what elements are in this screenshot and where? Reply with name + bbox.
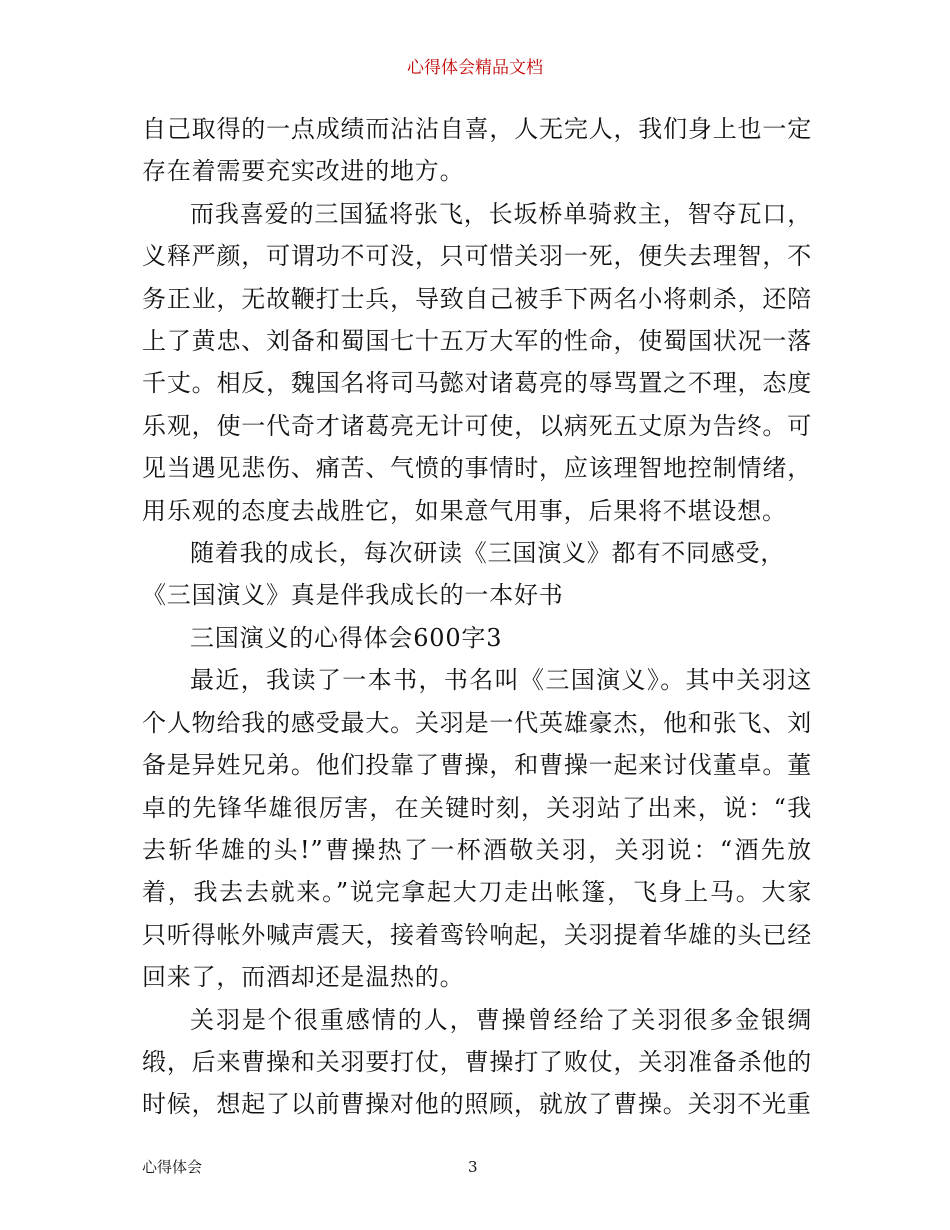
section-heading: 三国演义的心得体会600字3 xyxy=(190,623,503,652)
paragraph-good-book: 《三国演义》真是伴我成长的一本好书 xyxy=(142,581,564,610)
document-header-title: 心得体会精品文档 xyxy=(407,58,543,78)
document-body xyxy=(142,108,812,1126)
paragraph-zhang-fei: 而我喜爱的三国猛将张飞，长坂桥单骑救主，智夺瓦口，义释严颜，可谓功不可没，只可惜关羽一死，便失去理智，不务正业，无故鞭打士兵，导致自己被手下两名小将刺杀，还陪上了黄忠、刘备和蜀国七十五万大军的性命，使蜀国状况一落千丈。相反，魏国名将司马懿对诸葛亮的辱骂置之不理，态度乐观，使一代奇才诸葛亮无计可使，以病死五丈原为告终。可见当遇见悲伤、痛苦、气愤的事情时，应该理智地控制情绪，用乐观的态度去战胜它，如果意气用事，后果将不堪设想。 xyxy=(142,199,812,525)
paragraph-guan-yu-story: 最近，我读了一本书，书名叫《三国演义》。其中关羽这个人物给我的感受最大。关羽是一代英雄豪杰，他和张飞、刘备是异姓兄弟。他们投靠了曹操，和曹操一起来讨伐董卓。董卓的先锋华雄很厉害，在关键时刻，关羽站了出来，说：“我去斩华雄的头!”曹操热了一杯酒敬关羽，关羽说：“酒先放着，我去去就来。”说完拿起大刀走出帐篷，飞身上马。大家只听得帐外喊声震天，接着鸾铃响起，关羽提着华雄的头已经回来了，而酒却还是温热的。 xyxy=(142,666,812,992)
footer-label: 心得体会 xyxy=(142,1158,203,1176)
paragraph-continued: 自己取得的一点成绩而沾沾自喜，人无完人，我们身上也一定存在着需要充实改进的地方。 xyxy=(142,115,812,186)
paragraph-guan-yu-loyalty: 关羽是个很重感情的人，曹操曾经给了关羽很多金银绸缎，后来曹操和关羽要打仗，曹操打了败仗，关羽准备杀他的时候，想起了以前曹操对他的照顾，就放了曹操。关羽不光重 xyxy=(142,1005,812,1119)
paragraph-growth: 随着我的成长，每次研读《三国演义》都有不同感受， xyxy=(190,539,786,568)
page-number: 3 xyxy=(468,1158,478,1176)
